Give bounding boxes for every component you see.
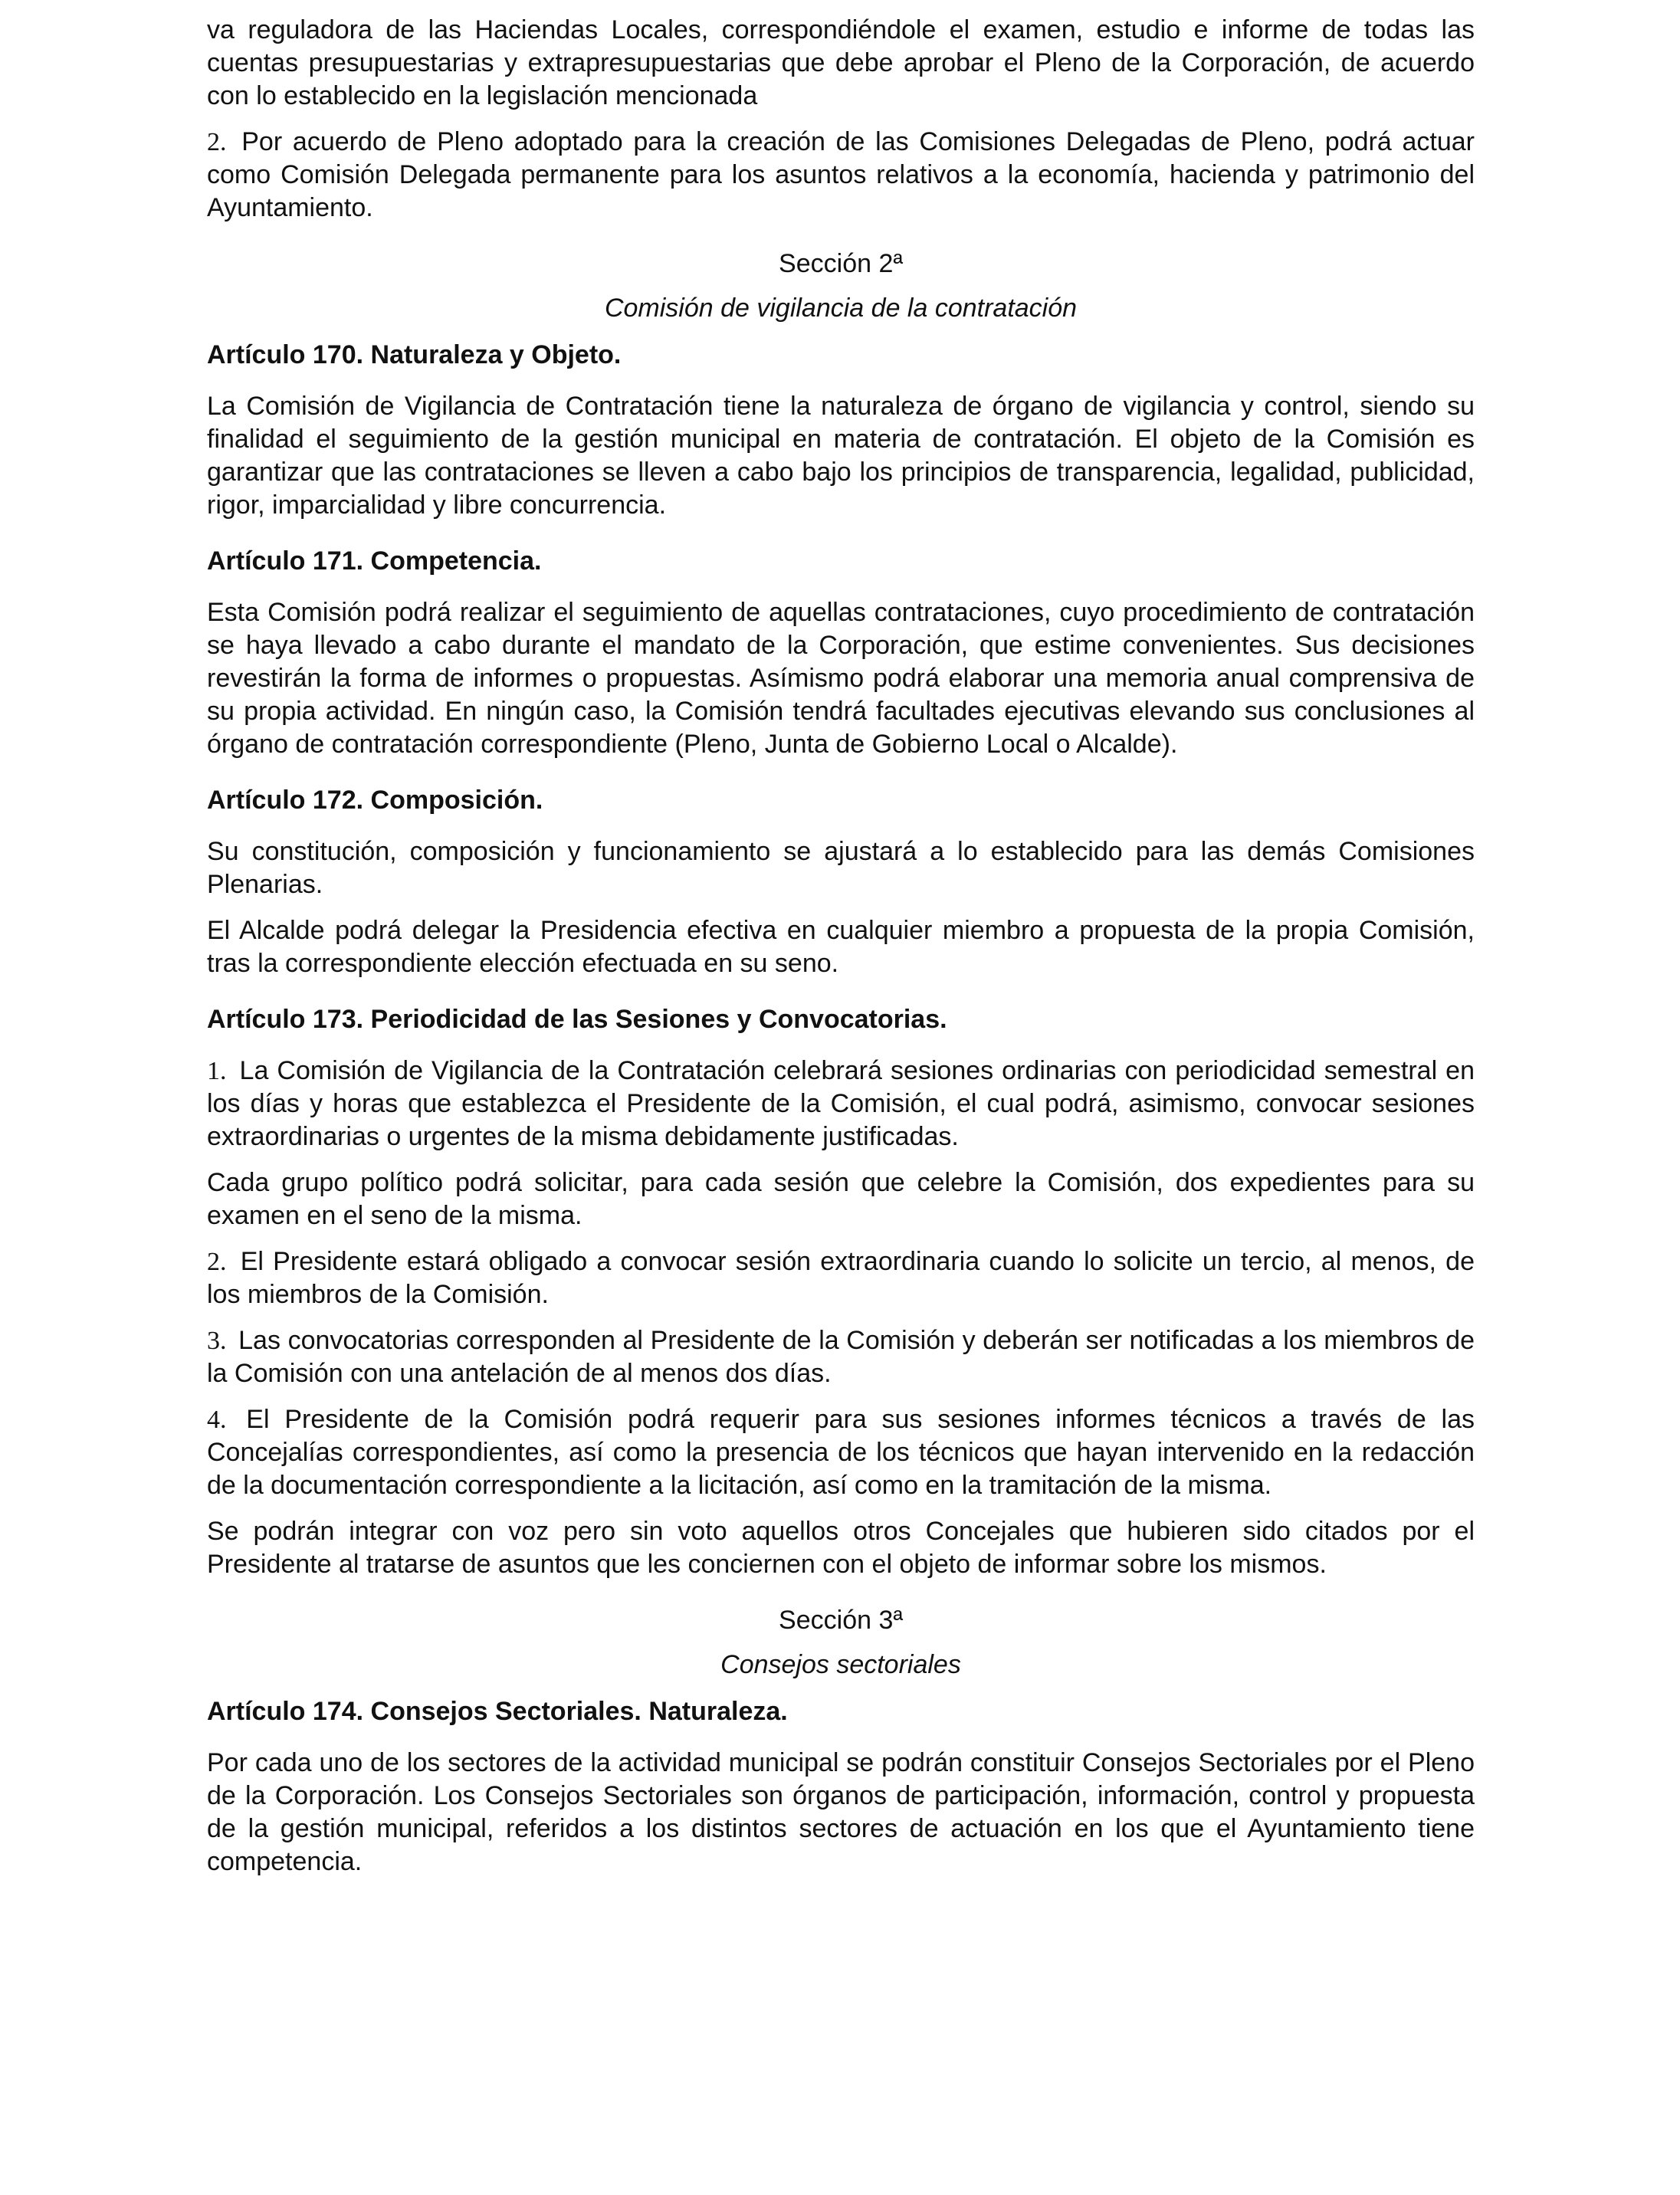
article-173-item-4 [207, 1403, 1475, 1502]
item-number: 2. [207, 1248, 227, 1276]
article-170-paragraph: La Comisión de Vigilancia de Contratación tiene la naturaleza de órgano de vigilancia y control, siendo su finalidad el seguimiento de la gestión municipal en materia de contratación. El objeto de la Comisión es garantizar que las contrataciones se lleven a cabo bajo los principios de transparencia, legalidad, publicidad, rigor, imparcialidad y libre concurrencia. [207, 392, 1475, 520]
document-page [207, 14, 1475, 1892]
item-text: El Presidente de la Comisión podrá requerir para sus sesiones informes técnicos a través de las Concejalías correspondientes, así como la presencia de los técnicos que hayan intervenido en la redacción de la documentación correspondiente a la licitación, así como en la tramitación de la misma. [207, 1405, 1475, 1500]
article-173-item-1-continuation: Cada grupo político podrá solicitar, para cada sesión que celebre la Comisión, dos expedientes para su examen en el seno de la misma. [207, 1168, 1475, 1230]
article-173-item-3 [207, 1324, 1475, 1390]
article-173-paragraph-final: Se podrán integrar con voz pero sin voto aquellos otros Concejales que hubieren sido citados por el Presidente al tratarse de asuntos que les conciernen con el objeto de informar sobre los mismos. [207, 1517, 1475, 1579]
article-171-paragraph: Esta Comisión podrá realizar el seguimiento de aquellas contrataciones, cuyo procedimiento de contratación se haya llevado a cabo durante el mandato de la Corporación, que estime convenientes. Sus decisiones revestirán la forma de informes o propuestas. Asímismo podrá elaborar una memoria anual comprensiva de su propia actividad. En ningún caso, la Comisión tendrá facultades ejecutivas elevando sus conclusiones al órgano de contratación correspondiente (Pleno, Junta de Gobierno Local o Alcalde). [207, 598, 1475, 759]
item-number: 2. [207, 128, 227, 156]
section-3-label: Sección 3ª [779, 1606, 903, 1635]
intro-paragraph-2 [207, 126, 1475, 225]
item-number: 4. [207, 1406, 227, 1434]
article-174-paragraph: Por cada uno de los sectores de la actividad municipal se podrán constituir Consejos Sectoriales por el Pleno de la Corporación. Los Consejos Sectoriales son órganos de participación, información, control y propuesta de la gestión municipal, referidos a los distintos sectores de actuación en los que el Ayuntamiento tiene competencia. [207, 1748, 1475, 1876]
item-number: 3. [207, 1327, 227, 1355]
section-2-title: Comisión de vigilancia de la contratación [604, 294, 1078, 323]
section-2-label: Sección 2ª [779, 249, 903, 278]
section-3-title: Consejos sectoriales [720, 1650, 961, 1679]
article-173-item-1 [207, 1055, 1475, 1153]
article-173-heading: Artículo 173. Periodicidad de las Sesiones y Convocatorias. [207, 1005, 947, 1034]
article-173-item-2 [207, 1245, 1475, 1311]
article-172-paragraph-1: Su constitución, composición y funcionamiento se ajustará a lo establecido para las demás Comisiones Plenarias. [207, 837, 1475, 899]
intro-paragraph-1: va reguladora de las Haciendas Locales, correspondiéndole el examen, estudio e informe de todas las cuentas presupuestarias y extrapresupuestarias que debe aprobar el Pleno de la Corporación, de acuerdo con lo establecido en la legislación mencionada [207, 15, 1475, 110]
item-text: El Presidente estará obligado a convocar sesión extraordinaria cuando lo solicite un tercio, al menos, de los miembros de la Comisión. [207, 1247, 1475, 1309]
item-text: Por acuerdo de Pleno adoptado para la creación de las Comisiones Delegadas de Pleno, podrá actuar como Comisión Delegada permanente para los asuntos relativos a la economía, hacienda y patrimonio del Ayuntamiento. [207, 127, 1475, 222]
item-text: Las convocatorias corresponden al Presidente de la Comisión y deberán ser notificadas a los miembros de la Comisión con una antelación de al menos dos días. [207, 1326, 1475, 1388]
item-text: La Comisión de Vigilancia de la Contratación celebrará sesiones ordinarias con periodicidad semestral en los días y horas que establezca el Presidente de la Comisión, el cual podrá, asimismo, convocar sesiones extraordinarias o urgentes de la misma debidamente justificadas. [207, 1056, 1475, 1151]
article-172-heading: Artículo 172. Composición. [207, 786, 543, 815]
item-number: 1. [207, 1057, 227, 1085]
article-174-heading: Artículo 174. Consejos Sectoriales. Naturaleza. [207, 1697, 788, 1726]
article-170-heading: Artículo 170. Naturaleza y Objeto. [207, 340, 622, 369]
article-171-heading: Artículo 171. Competencia. [207, 546, 542, 576]
article-172-paragraph-2: El Alcalde podrá delegar la Presidencia efectiva en cualquier miembro a propuesta de la propia Comisión, tras la correspondiente elección efectuada en su seno. [207, 916, 1475, 978]
